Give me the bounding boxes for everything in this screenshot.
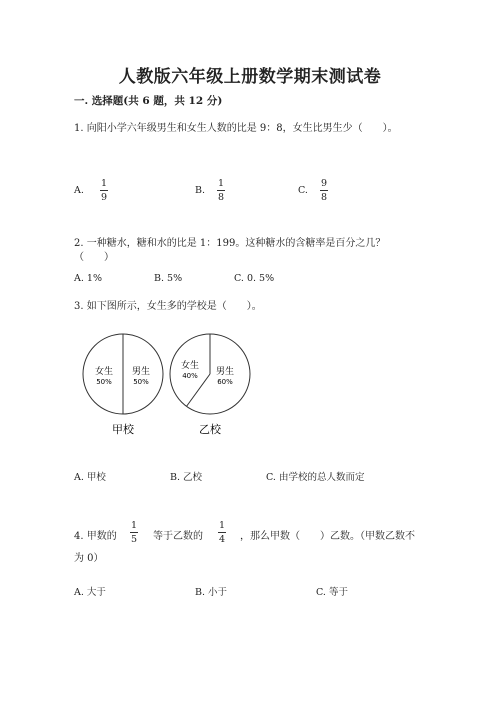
q2-option-c: C. 0. 5% [234,273,275,284]
q4-option-b: B. 小于 [195,587,228,598]
q1-option-a-label: A. [74,185,84,196]
pie-chart-jia [83,334,163,436]
fraction-denominator: 5 [130,534,138,545]
pie-chart-yi [170,334,250,436]
pie-slice-label-girls: 女生 [94,367,114,377]
fraction-numerator: 1 [217,178,225,189]
pie-slice-label-girls: 女生 [180,361,200,371]
q1-option-b-label: B. [195,185,206,196]
question-4-line-2: 为 0） [74,553,104,564]
pie-slice-label-boys: 男生 [131,367,151,377]
q4-option-a: A. 大于 [74,587,106,598]
q2-option-b: B. 5% [154,273,183,284]
pie-slice-percent-boys: 50% [133,378,149,386]
q4-option-c: C. 等于 [316,587,348,598]
pie-slice-label-boys: 男生 [215,367,235,377]
pie-slice-percent-boys: 60% [217,378,233,386]
question-4-part-1: 4. 甲数的 [74,531,117,542]
fraction-numerator: 9 [320,178,328,189]
fraction-bar [130,532,138,533]
question-3-text: 3. 如下图所示，女生多的学校是（ ）。 [74,301,262,312]
q3-option-a: A. 甲校 [74,472,106,483]
fraction-denominator: 4 [218,534,226,545]
pie-slice-percent-girls: 50% [96,378,112,386]
fraction-numerator: 1 [100,178,108,189]
question-4-part-2: 等于乙数的 [153,531,203,542]
q2-option-a: A. 1% [74,273,102,284]
q4-fraction-2 [218,520,226,545]
question-2-text: 2. 一种糖水，糖和水的比是 1：199。这种糖水的含糖率是百分之几？ [74,238,386,249]
fraction-denominator: 9 [100,192,108,203]
q1-option-c-label: C. [298,185,308,196]
question-1-text: 1. 向阳小学六年级男生和女生人数的比是 9：8，女生比男生少（ ）。 [74,123,398,134]
question-2-paren: （ ） [74,252,114,263]
pie-slice-percent-girls: 40% [182,372,198,380]
fraction-denominator: 8 [217,192,225,203]
pie-chart-title: 甲校 [112,423,134,436]
q3-option-c: C. 由学校的总人数而定 [266,472,365,483]
fraction-numerator: 1 [218,520,226,531]
q3-option-b: B. 乙校 [170,472,203,483]
pie-chart-title: 乙校 [199,423,221,436]
fraction-bar [218,532,226,533]
fraction-numerator: 1 [130,520,138,531]
page-title: 人教版六年级上册数学期末测试卷 [118,67,382,87]
question-4-part-3: ，那么甲数（ ）乙数。（甲数乙数不 [240,531,415,542]
q4-fraction-1 [130,520,138,545]
section-heading: 一. 选择题(共 6 题，共 12 分) [74,95,223,107]
fraction-denominator: 8 [320,192,328,203]
